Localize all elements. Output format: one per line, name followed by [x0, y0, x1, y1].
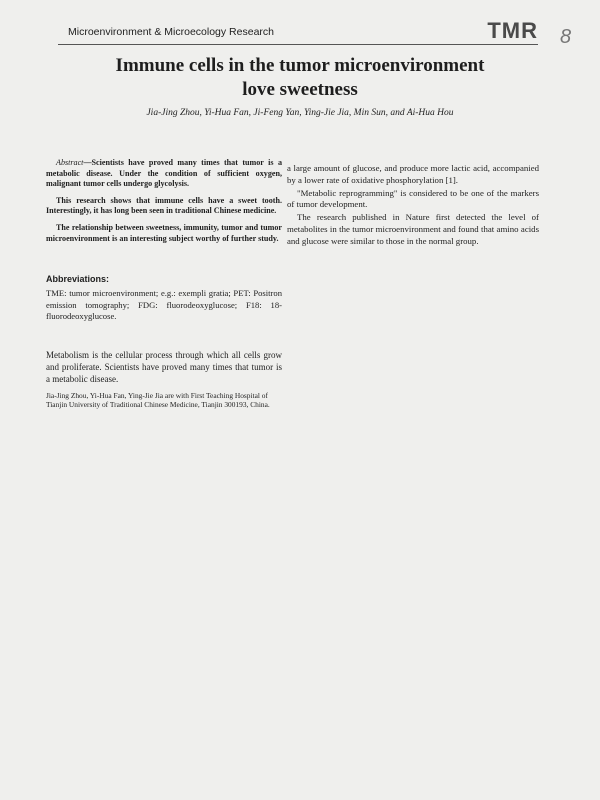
- abbreviations-heading: Abbreviations:: [46, 274, 110, 285]
- handwritten-page-number: 8: [560, 26, 572, 48]
- abstract-label: Abstract: [56, 158, 84, 167]
- title-line-1: Immune cells in the tumor microenvironment: [115, 55, 485, 76]
- left-column: [46, 158, 282, 410]
- body-paragraph-1: a large amount of glucose, and produce more lactic acid, accompanied by a lower rate of oxidative phosphorylation [1].: [287, 163, 539, 185]
- abstract-paragraph-3: The relationship between sweetness, immunity, tumor and tumor microenvironment is an interesting subject worthy of further study.: [46, 222, 282, 243]
- intro-paragraph: Metabolism is the cellular process through which all cells grow and proliferate. Scientists have proved many times that tumor is a metabolic disease.: [46, 349, 282, 384]
- abstract-paragraph-2: This research shows that immune cells have a sweet tooth. Interestingly, it has long been seen in traditional Chinese medicine.: [46, 195, 282, 216]
- affiliation-1: Jia-Jing Zhou, Yi-Hua Fan, Ying-Jie Jia are with First Teaching Hospital of Tianjin University of Traditional Chinese Medicine, Tianjin 300193, China.: [46, 390, 270, 410]
- body-paragraph-2: "Metabolic reprogramming" is considered to be one of the markers of tumor development.: [287, 187, 539, 210]
- abbreviations-text: TME: tumor microenvironment; e.g.: exempli gratia; PET: Positron emission tomography; FDG: fluorodeoxyglucose; F18: 18-fluorodeoxyglucose.: [46, 288, 282, 322]
- publisher-logo: TMR: [487, 18, 538, 43]
- article-title: [40, 54, 560, 102]
- right-column: [287, 163, 539, 249]
- body-paragraph-3: The research published in Nature first detected the level of metabolites in the tumor microenvironment and found that amino acids and glucose were similar to those in the normal group.: [287, 212, 539, 246]
- journal-name: Microenvironment & Microecology Research: [68, 26, 274, 38]
- title-line-2: love sweetness: [242, 79, 358, 100]
- abstract-paragraph-1: Abstract—Scientists have proved many times that tumor is a metabolic disease. Under the condition of sufficient oxygen, malignant tumor cells undergo glycolysis.: [46, 158, 282, 189]
- author-list: Jia-Jing Zhou, Yi-Hua Fan, Ji-Feng Yan, Ying-Jie Jia, Min Sun, and Ai-Hua Hou: [146, 108, 454, 118]
- header-rule: [58, 44, 538, 45]
